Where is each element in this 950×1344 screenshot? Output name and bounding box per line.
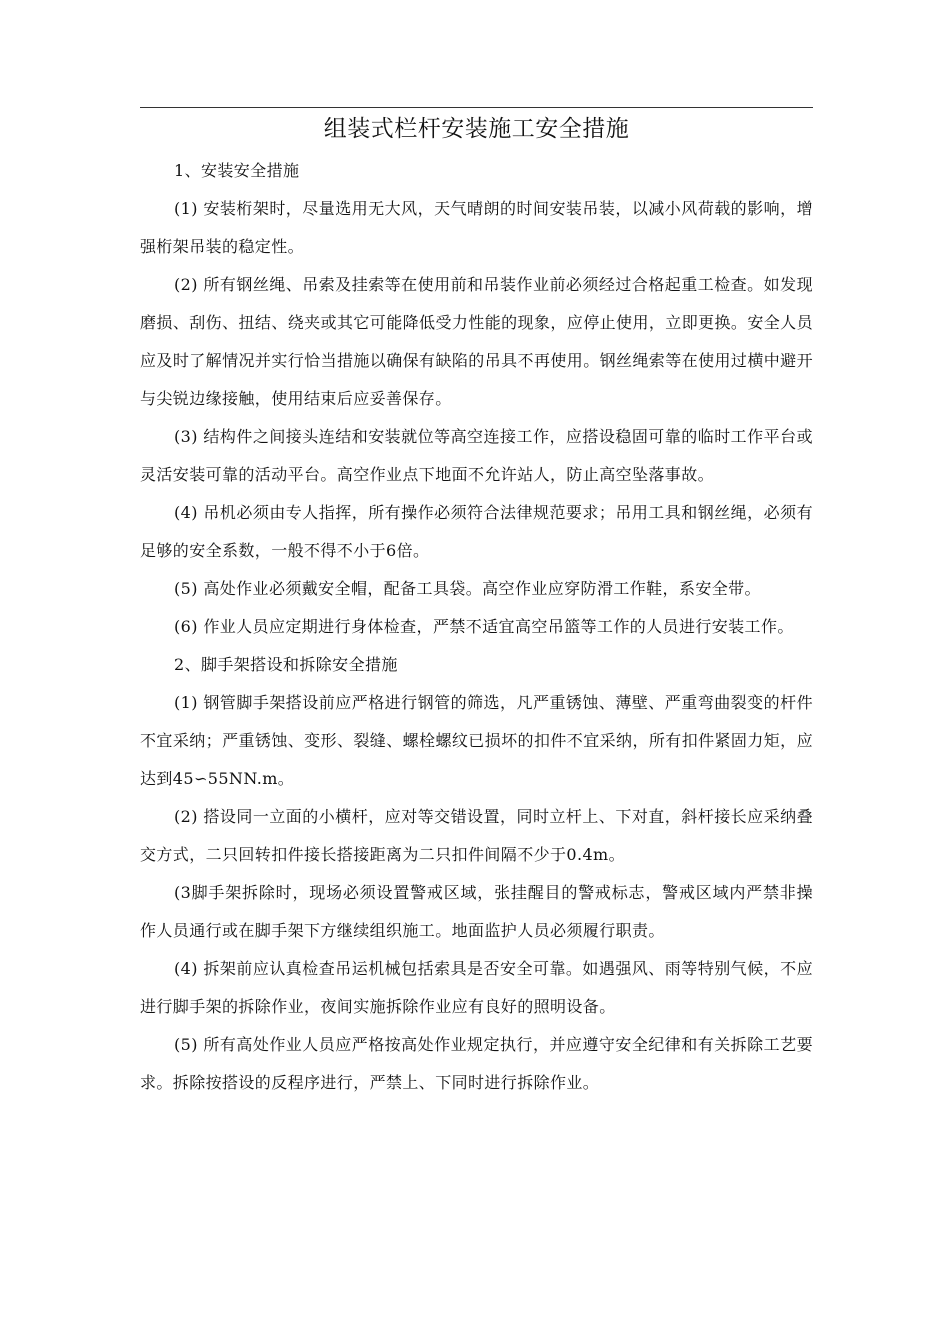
paragraph: (4) 吊机必须由专人指挥，所有操作必须符合法律规范要求；吊用工具和钢丝绳，必须有足够的安全系数，一般不得不小于6倍。: [140, 503, 813, 560]
paragraph: (1) 安装桁架时，尽量选用无大风，天气晴朗的时间安装吊装，以减小风荷载的影响，增强桁架吊装的稳定性。: [140, 199, 813, 256]
paragraph: (3) 结构件之间接头连结和安装就位等高空连接工作，应搭设稳固可靠的临时工作平台或灵活安装可靠的活动平台。高空作业点下地面不允许站人，防止高空坠落事故。: [140, 427, 813, 484]
paragraph: (5) 所有高处作业人员应严格按高处作业规定执行，并应遵守安全纪律和有关拆除工艺要求。拆除按搭设的反程序进行，严禁上、下同时进行拆除作业。: [140, 1035, 813, 1092]
section-heading: 2、脚手架搭设和拆除安全措施: [174, 655, 398, 674]
paragraph: (1) 钢管脚手架搭设前应严格进行钢管的筛选，凡严重锈蚀、薄壁、严重弯曲裂变的杆件不宜采纳；严重锈蚀、变形、裂缝、螺栓螺纹已损坏的扣件不宜采纳，所有扣件紧固力矩，应达到45∽55NN.m。: [140, 693, 813, 788]
document-body: [140, 152, 813, 1102]
document-title: 组装式栏杆安装施工安全措施: [323, 116, 630, 142]
paragraph: (6) 作业人员应定期进行身体检查，严禁不适宜高空吊篮等工作的人员进行安装工作。: [174, 617, 794, 636]
paragraph: (2) 所有钢丝绳、吊索及挂索等在使用前和吊装作业前必须经过合格起重工检查。如发现磨损、刮伤、扭结、绕夹或其它可能降低受力性能的现象，应停止使用，立即更换。安全人员应及时了解情况并实行恰当措施以确保有缺陷的吊具不再使用。钢丝绳索等在使用过横中避开与尖锐边缘接触，使用结束后应妥善保存。: [140, 275, 813, 408]
section-heading: 1、安装安全措施: [174, 161, 300, 180]
paragraph: (5) 高处作业必须戴安全帽，配备工具袋。高空作业应穿防滑工作鞋，系安全带。: [174, 579, 761, 598]
paragraph: (2) 搭设同一立面的小横杆，应对等交错设置，同时立杆上、下对直，斜杆接长应采纳叠交方式，二只回转扣件接长搭接距离为二只扣件间隔不少于0.4m。: [140, 807, 813, 864]
paragraph: (4) 拆架前应认真检查吊运机械包括索具是否安全可靠。如遇强风、雨等特别气候，不应进行脚手架的拆除作业，夜间实施拆除作业应有良好的照明设备。: [140, 959, 813, 1016]
header-rule: [140, 107, 813, 108]
paragraph: (3脚手架拆除时，现场必须设置警戒区域，张挂醒目的警戒标志，警戒区域内严禁非操作人员通行或在脚手架下方继续组织施工。地面监护人员必须履行职责。: [140, 883, 813, 940]
